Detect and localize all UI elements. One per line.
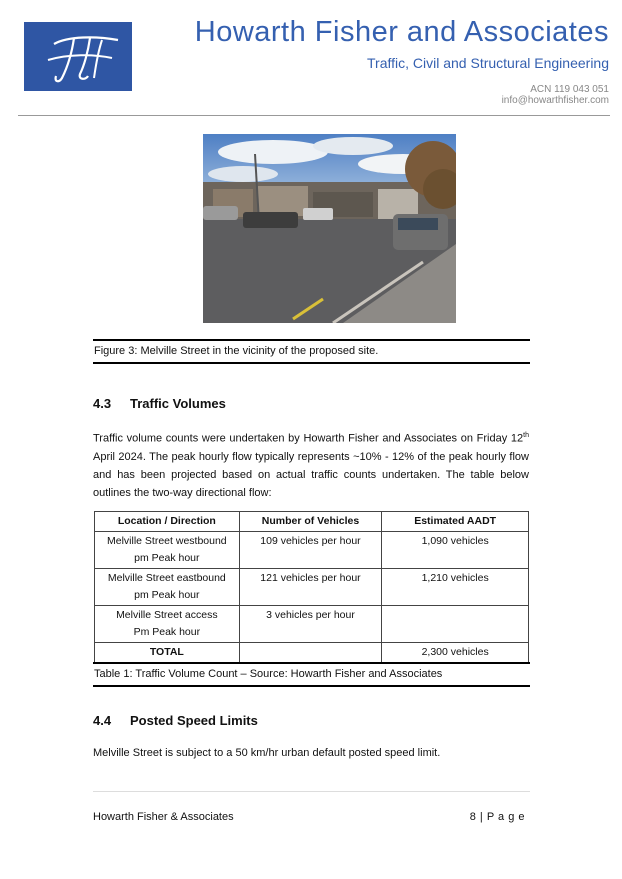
hf-monogram-icon — [24, 22, 132, 91]
column-header: Number of Vehicles — [239, 512, 382, 532]
vehicles-cell: 121 vehicles per hour — [239, 569, 382, 606]
acn-number: ACN 119 043 051 — [530, 84, 609, 95]
location-cell — [95, 606, 240, 643]
table-total-row — [95, 643, 529, 663]
vehicles-cell: 109 vehicles per hour — [239, 532, 382, 569]
section-title: Traffic Volumes — [130, 396, 226, 411]
location-line: Pm Peak hour — [133, 626, 201, 638]
total-vehicles-cell — [239, 643, 382, 663]
section-title: Posted Speed Limits — [130, 713, 258, 728]
vehicles-cell: 3 vehicles per hour — [239, 606, 382, 643]
header-divider — [18, 115, 610, 116]
location-line: pm Peak hour — [134, 589, 200, 601]
table-row — [95, 532, 529, 569]
location-line: Melville Street access — [116, 609, 218, 621]
aadt-cell — [382, 606, 529, 643]
page-number: 8 | P a g e — [469, 811, 525, 823]
paragraph-text: Traffic volume counts were undertaken by Howarth Fisher and Associates on Friday 12 — [93, 432, 524, 445]
paragraph-text: April 2024. The peak hourly flow typically represents ~10% - 12% of the peak hourly flow and has been projected based on actual traffic counts undertaken. The table below outlines the two-way directional flow: — [93, 450, 529, 499]
footer-divider — [93, 791, 530, 792]
traffic-volumes-paragraph — [93, 427, 529, 502]
total-aadt-cell: 2,300 vehicles — [382, 643, 529, 663]
section-heading-speed-limits — [93, 713, 258, 728]
column-header: Location / Direction — [95, 512, 240, 532]
company-name: Howarth Fisher and Associates — [194, 16, 609, 48]
contact-email: info@howarthfisher.com — [501, 95, 609, 106]
column-header: Estimated AADT — [382, 512, 529, 532]
table-row — [95, 569, 529, 606]
company-logo — [24, 22, 132, 91]
total-label: TOTAL — [95, 643, 240, 663]
aadt-cell: 1,090 vehicles — [382, 532, 529, 569]
table-header-row — [95, 512, 529, 532]
figure-caption: Figure 3: Melville Street in the vicinity of the proposed site. — [93, 339, 530, 364]
table-caption: Table 1: Traffic Volume Count – Source: Howarth Fisher and Associates — [93, 662, 530, 687]
ordinal-suffix: th — [523, 432, 529, 439]
traffic-volume-table — [94, 511, 529, 663]
table-row — [95, 606, 529, 643]
street-photo — [203, 134, 456, 323]
location-line: pm Peak hour — [134, 552, 200, 564]
section-number: 4.4 — [93, 713, 112, 728]
speed-limits-paragraph: Melville Street is subject to a 50 km/hr urban default posted speed limit. — [93, 747, 441, 759]
aadt-cell: 1,210 vehicles — [382, 569, 529, 606]
location-cell — [95, 532, 240, 569]
location-line: Melville Street westbound — [107, 535, 227, 547]
section-number: 4.3 — [93, 396, 112, 411]
company-tagline: Traffic, Civil and Structural Engineering — [367, 55, 609, 71]
section-heading-traffic-volumes — [93, 396, 226, 411]
location-line: Melville Street eastbound — [107, 572, 226, 584]
location-cell — [95, 569, 240, 606]
footer-company: Howarth Fisher & Associates — [93, 811, 234, 823]
